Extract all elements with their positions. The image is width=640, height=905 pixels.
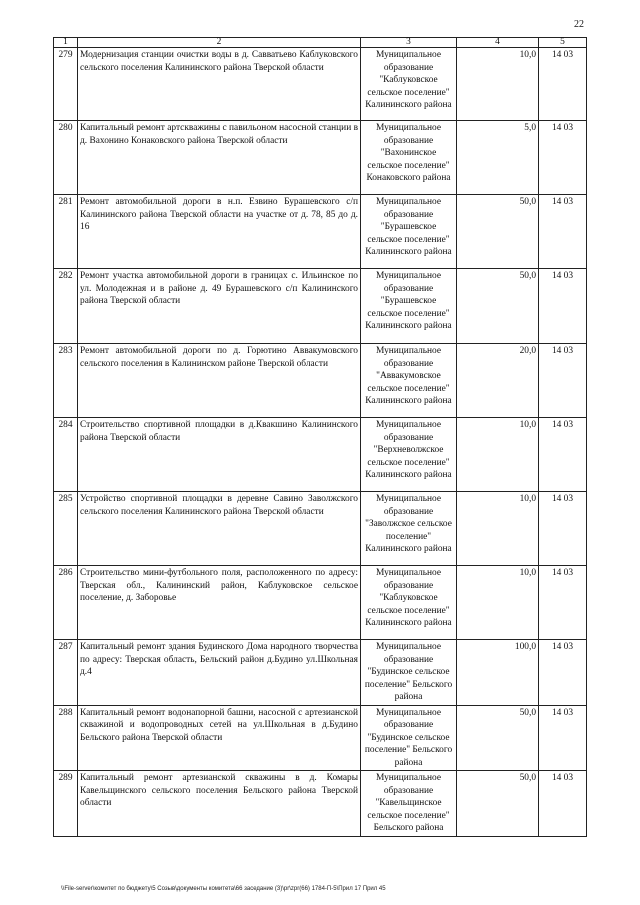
row-code: 14 03: [539, 195, 587, 269]
row-organization: Муниципальное образование "Каблуковское сельское поселение" Калининского района: [361, 566, 457, 640]
row-description: Капитальный ремонт артскважины с павильоном насосной станции в д. Вахонино Конаковского района Тверской области: [78, 121, 361, 195]
table-row: [54, 640, 587, 706]
row-amount: 10,0: [457, 566, 539, 640]
row-code: 14 03: [539, 48, 587, 121]
row-description: Устройство спортивной площадки в деревне Савино Заволжского сельского поселения Калининского района Тверской области: [78, 492, 361, 566]
table-row: [54, 269, 587, 344]
row-code: 14 03: [539, 492, 587, 566]
row-amount: 5,0: [457, 121, 539, 195]
page-number: 22: [574, 19, 584, 30]
row-code: 14 03: [539, 418, 587, 492]
row-amount: 50,0: [457, 705, 539, 771]
row-code: 14 03: [539, 705, 587, 771]
table-row: [54, 492, 587, 566]
row-code: 14 03: [539, 269, 587, 344]
row-code: 14 03: [539, 344, 587, 418]
row-description: Ремонт участка автомобильной дороги в границах с. Ильинское по ул. Молодежная и в районе д. 49 Бурашевского с/п Калининского района Тверской области: [78, 269, 361, 344]
table-row: [54, 418, 587, 492]
header-row: [54, 38, 587, 48]
row-organization: Муниципальное образование "Бурашевское сельское поселение" Калининского района: [361, 195, 457, 269]
row-description: Капитальный ремонт здания Будинского Дома народного творчества по адресу: Тверская область, Бельский район д.Будино ул.Школьная д.4: [78, 640, 361, 706]
row-organization: Муниципальное образование "Бурашевское сельское поселение" Калининского района: [361, 269, 457, 344]
row-description: Модернизация станции очистки воды в д. Савватьево Каблуковского сельского поселения Калининского района Тверской области: [78, 48, 361, 121]
row-number: 288: [54, 705, 78, 771]
row-number: 279: [54, 48, 78, 121]
row-organization: Муниципальное образование "Кавельщинское сельское поселение" Бельского района: [361, 771, 457, 837]
row-amount: 100,0: [457, 640, 539, 706]
table-row: [54, 48, 587, 121]
row-description: Строительство мини-футбольного поля, расположенного по адресу: Тверская обл., Калининский район, Каблуковское сельское поселение, д. Заборовье: [78, 566, 361, 640]
row-number: 285: [54, 492, 78, 566]
row-code: 14 03: [539, 566, 587, 640]
row-number: 280: [54, 121, 78, 195]
row-organization: Муниципальное образование "Вахонинское сельское поселение" Конаковского района: [361, 121, 457, 195]
table-row: [54, 705, 587, 771]
row-number: 287: [54, 640, 78, 706]
row-amount: 50,0: [457, 771, 539, 837]
row-amount: 20,0: [457, 344, 539, 418]
row-amount: 10,0: [457, 418, 539, 492]
table-row: [54, 344, 587, 418]
row-number: 283: [54, 344, 78, 418]
row-code: 14 03: [539, 771, 587, 837]
header-col-3: 3: [361, 38, 457, 48]
row-number: 284: [54, 418, 78, 492]
header-col-4: 4: [457, 38, 539, 48]
row-organization: Муниципальное образование "Верхневолжское сельское поселение" Калининского района: [361, 418, 457, 492]
row-number: 289: [54, 771, 78, 837]
table-row: [54, 195, 587, 269]
table-row: [54, 771, 587, 837]
row-organization: Муниципальное образование "Будинское сельское поселение" Бельского района: [361, 640, 457, 706]
table-row: [54, 566, 587, 640]
row-number: 281: [54, 195, 78, 269]
row-organization: Муниципальное образование "Каблуковское сельское поселение" Калининского района: [361, 48, 457, 121]
row-amount: 50,0: [457, 269, 539, 344]
header-col-1: 1: [54, 38, 78, 48]
row-amount: 50,0: [457, 195, 539, 269]
row-code: 14 03: [539, 640, 587, 706]
file-path-footer: \\File-server\комитет по бюджету\5 Созыв\документы комитета\66 заседание (3)\pr\zpr(66) 1784-П-5\Прил 17 Прил 45: [61, 886, 386, 892]
row-description: Капитальный ремонт артезианской скважины в д. Комары Кавельщинского сельского поселения Бельского района Тверской области: [78, 771, 361, 837]
row-number: 286: [54, 566, 78, 640]
row-code: 14 03: [539, 121, 587, 195]
row-organization: Муниципальное образование "Заволжское сельское поселение" Калининского района: [361, 492, 457, 566]
row-number: 282: [54, 269, 78, 344]
row-amount: 10,0: [457, 492, 539, 566]
row-description: Ремонт автомобильной дороги в н.п. Езвино Бурашевского с/п Калининского района Тверской области на участке от д. 78, 85 до д. 16: [78, 195, 361, 269]
row-description: Строительство спортивной площадки в д.Квакшино Калининского района Тверской области: [78, 418, 361, 492]
row-organization: Муниципальное образование "Будинское сельское поселение" Бельского района: [361, 705, 457, 771]
table-row: [54, 121, 587, 195]
row-organization: Муниципальное образование "Аввакумовское сельское поселение" Калининского района: [361, 344, 457, 418]
row-description: Ремонт автомобильной дороги по д. Горютино Аввакумовского сельского поселения в Калининском районе Тверской области: [78, 344, 361, 418]
appropriations-table: [53, 37, 587, 837]
header-col-2: 2: [78, 38, 361, 48]
header-col-5: 5: [539, 38, 587, 48]
row-amount: 10,0: [457, 48, 539, 121]
row-description: Капитальный ремонт водонапорной башни, насосной с артезианской скважиной и водопроводных сетей на ул.Школьная в д.Будино Бельского района Тверской области: [78, 705, 361, 771]
